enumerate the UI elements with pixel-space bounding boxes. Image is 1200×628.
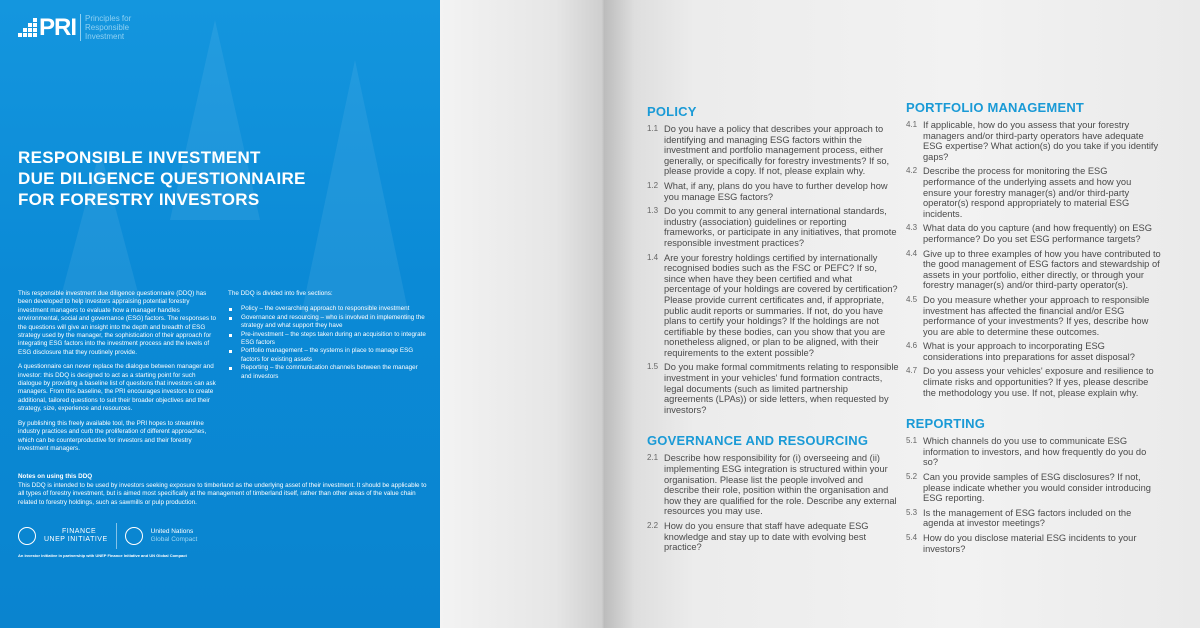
ungc-line: United Nations (150, 527, 194, 535)
cover-columns (18, 290, 430, 459)
title-line: FOR FORESTRY INVESTORS (18, 190, 260, 209)
notes (18, 473, 428, 507)
question-text: How do you disclose material ESG incidents to your investors? (923, 533, 1137, 554)
question-number: 4.3 (906, 223, 918, 233)
pri-wordmark: PRI (39, 13, 77, 41)
question-number: 5.2 (906, 472, 918, 482)
question-item (647, 124, 899, 177)
question-item (906, 295, 1162, 337)
question-text: Can you provide samples of ESG disclosures? If not, please indicate whether you would consider introducing ESG reporting. (923, 472, 1151, 504)
partner-text: An investor initiative in partnership with UNEP Finance Initiative and UN Global Compact (18, 552, 187, 558)
notes-title: Notes on using this DDQ (18, 473, 93, 481)
partner-logos (18, 523, 430, 558)
question-number: 5.1 (906, 436, 918, 446)
document-title (18, 147, 306, 210)
question-text: Describe the process for monitoring the ESG performance of the underlying assets and how you ensure your forestry manager(s) and/or third-party operator(s) respond appropriately to material ESG incidents. (923, 166, 1132, 219)
title-line: DUE DILIGENCE QUESTIONNAIRE (18, 169, 306, 188)
sections-overview (228, 290, 430, 381)
question-text: Do you commit to any general international standards, industry (association) guidelines or reporting frameworks, or participate in any initiatives, that promote responsible investment practices? (664, 206, 897, 248)
cover-page (0, 0, 440, 628)
question-number: 1.2 (647, 180, 659, 190)
question-text: How do you ensure that staff have adequate ESG knowledge and stay up to date with evolving best practice? (664, 521, 869, 553)
question-item (906, 508, 1162, 529)
question-number: 1.3 (647, 206, 659, 216)
section-heading: POLICY (647, 104, 697, 119)
question-number: 1.5 (647, 362, 659, 372)
portfolio-section (906, 100, 1162, 402)
question-number: 2.1 (647, 453, 659, 463)
question-item (906, 249, 1162, 291)
ungc-line: Global Compact (150, 535, 198, 543)
governance-section (647, 433, 899, 556)
tree-decoration (300, 60, 410, 320)
tagline-line: Investment (85, 32, 125, 41)
question-item (906, 341, 1162, 362)
question-item (647, 181, 899, 202)
pri-tagline (80, 14, 131, 41)
unep-fi-logo (44, 528, 108, 544)
question-item (647, 521, 899, 553)
intro-paragraph: A questionnaire can never replace the dialogue between manager and investor: this DDQ is designed to act as a starting point for such dialogue by providing a baseline list of questions that investors can ask managers. From this baseline, the PRI encourages investors to create additional, tailored questions to suit their broader objectives and their strategy, size, experience and resources. (18, 363, 216, 413)
question-text: If applicable, how do you assess that your forestry managers and/or third-party operators have adequate ESG expertise? What action(s) do you take if you identify gaps? (923, 120, 1159, 162)
question-text: Is the management of ESG factors included on the agenda at investor meetings? (923, 507, 1132, 529)
question-text: Describe how responsibility for (i) overseeing and (ii) implementing ESG integration is structured within your organisation. Please list the people involved and describe their role, position within the organisation and how they are qualified for the role. Describe any external resources you may use. (664, 453, 897, 517)
questions-column-left (647, 104, 899, 557)
question-text: What data do you capture (and how frequently) on ESG performance? Do you set ESG performance targets? (923, 223, 1152, 244)
question-item (647, 206, 899, 248)
unep-line: UNEP INITIATIVE (44, 535, 108, 543)
un-globe-icon (125, 527, 143, 545)
title-line: RESPONSIBLE INVESTMENT (18, 148, 261, 167)
question-number: 5.4 (906, 533, 918, 542)
tagline-line: Principles for (85, 14, 132, 23)
questions-column-right (906, 100, 1162, 558)
section-heading: REPORTING (906, 416, 986, 432)
question-number: 4.6 (906, 341, 918, 351)
back-page (440, 0, 605, 628)
policy-section (647, 104, 899, 419)
section-item: Governance and resourcing – who is involved in implementing the strategy and what support they have (228, 314, 430, 331)
question-text: Which channels do you use to communicate ESG information to investors, and how frequently do you do so? (923, 436, 1147, 468)
section-item: Portfolio management – the systems in place to manage ESG factors for existing assets (228, 347, 430, 364)
question-item (647, 362, 899, 415)
ungc-logo (151, 528, 198, 544)
question-number: 5.3 (906, 507, 918, 517)
logo-divider (116, 523, 117, 549)
question-item (906, 166, 1162, 219)
question-item (906, 533, 1162, 554)
pri-logo (18, 14, 131, 41)
question-text: Are your forestry holdings certified by internationally recognised bodies such as the FSC or PEFC? If so, since when have they been certified and what percentage of your holdings are covered by certification? Please provide current certificates and, if appropriate, public audit reports or summaries. If not, do you have plans to certify your holdings? If the holdings are not certifiable by these bodies, can you show that you are nonetheless aligned, or plan to be aligned, with their requirements to the extent possible? (664, 252, 898, 358)
question-item (906, 366, 1162, 398)
question-text: Do you make formal commitments relating to responsible investment in your vehicles' fund formation contracts, legal documents (such as limited partnership agreements (LPAs)) or side letters, when requested by investors? (664, 362, 899, 415)
question-item (906, 436, 1162, 468)
unep-line: FINANCE (62, 527, 97, 535)
question-number: 1.1 (647, 124, 659, 133)
section-item: Reporting – the communication channels between the manager and investors (228, 364, 430, 381)
section-heading: PORTFOLIO MANAGEMENT (906, 100, 1085, 115)
intro-paragraph: By publishing this freely available tool, the PRI hopes to streamline industry practices and curb the proliferation of different approaches, which can be counterproductive for investors and their forestry investment managers. (18, 419, 207, 452)
question-item (906, 120, 1162, 162)
pri-logo-mark-icon (18, 18, 37, 37)
section-item: Policy – the overarching approach to responsible investment (228, 305, 430, 313)
question-number: 4.4 (906, 248, 918, 258)
question-text: Give up to three examples of how you have contributed to the good management of ESG factors and stewardship of assets in your portfolio, either directly, or through your forestry manager(s) and/or third-party operator(s). (923, 248, 1161, 291)
question-text: Do you assess your vehicles' exposure and resilience to climate risks and opportunities? If yes, please describe the methodology you use. If not, please explain why. (923, 366, 1154, 398)
cover-body (18, 290, 430, 558)
unep-emblem-icon (18, 527, 36, 545)
question-number: 2.2 (647, 521, 659, 530)
question-number: 4.5 (906, 294, 918, 304)
section-heading: GOVERNANCE AND RESOURCING (647, 433, 869, 449)
sections-list (228, 305, 430, 381)
intro-paragraph: This responsible investment due diligence questionnaire (DDQ) has been developed to help investors appraising potential forestry investment managers to evaluate how a manager handles environmental, social and governance (ESG) factors. The responses to the questions will give an insight into the depth and breadth of ESG strategy used by the manager, the sophistication of their approach for integrating ESG factors into the investment process and the levels of ESG disclosure that they routinely provide. (18, 290, 216, 356)
tagline-line: Responsible (85, 23, 130, 32)
reporting-section (906, 416, 1162, 558)
question-item (647, 453, 899, 517)
question-text: What is your approach to incorporating ESG considerations into preparations for asset disposal? (923, 341, 1135, 362)
question-text: Do you measure whether your approach to responsible investment has affected the financial and/or ESG performance of your investments? If yes, describe how you are able to determine these outcomes. (923, 294, 1150, 337)
sections-intro: The DDQ is divided into five sections: (228, 290, 333, 297)
question-item (906, 223, 1162, 244)
question-number: 1.4 (647, 252, 659, 262)
notes-text: This DDQ is intended to be used by investors seeking exposure to timberland as the underlying asset of their investment. It should be applicable to all types of forestry investment, but is aimed most specifically at the management of timberland itself, rather than other areas of the value chain related to forestry holdings, such as sawmills or pulp production. (18, 481, 427, 506)
intro-text (18, 290, 220, 459)
question-number: 4.1 (906, 120, 918, 129)
question-number: 4.7 (906, 366, 918, 376)
question-text: Do you have a policy that describes your approach to identifying and managing ESG factors within the investment and portfolio management process, either generally, or specifically for forestry investments? If so, please provide a copy. If not, please explain why. (664, 124, 890, 177)
question-text: What, if any, plans do you have to further develop how you manage ESG factors? (664, 180, 888, 202)
question-item (906, 472, 1162, 504)
question-number: 4.2 (906, 166, 918, 176)
section-item: Pre-investment – the steps taken during an acquisition to integrate ESG factors (228, 331, 430, 348)
question-item (647, 253, 899, 359)
